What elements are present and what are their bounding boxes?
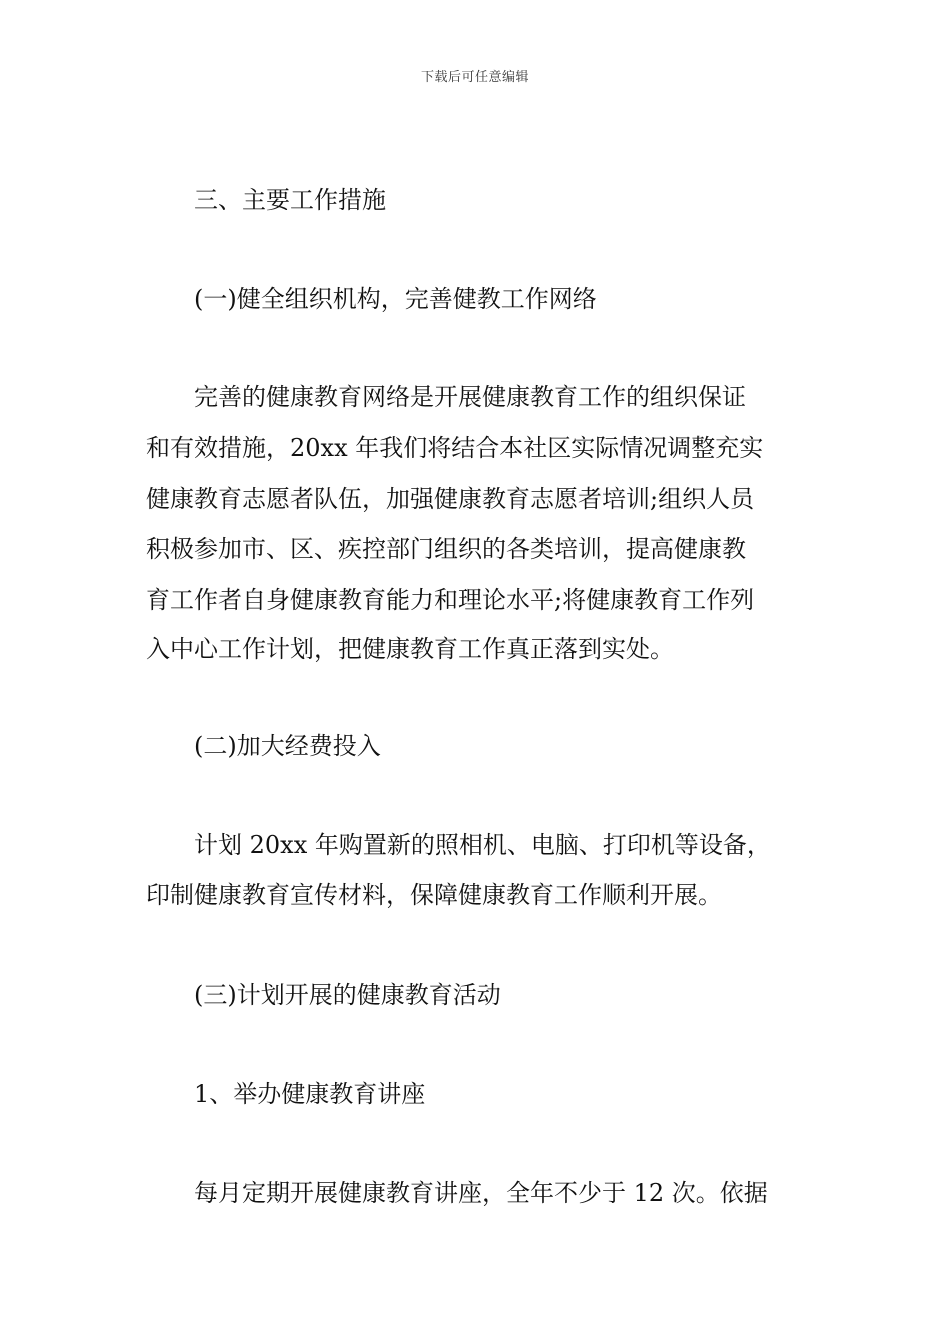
- item-title-1: 1、举办健康教育讲座: [194, 1080, 426, 1108]
- subsection-title-1: (一)健全组织机构，完善健教工作网络: [194, 285, 597, 313]
- paragraph-3-line: 每月定期开展健康教育讲座，全年不少于 12 次。依据: [194, 1179, 768, 1207]
- paragraph-1-line: 入中心工作计划，把健康教育工作真正落到实处。: [146, 635, 674, 663]
- paragraph-1-line: 和有效措施，20xx 年我们将结合本社区实际情况调整充实: [146, 434, 764, 462]
- subsection-title-3: (三)计划开展的健康教育活动: [194, 981, 501, 1009]
- paragraph-1-line: 健康教育志愿者队伍，加强健康教育志愿者培训;组织人员: [146, 485, 755, 513]
- subsection-title-2: (二)加大经费投入: [194, 732, 381, 760]
- paragraph-1-line: 积极参加市、区、疾控部门组织的各类培训，提高健康教: [146, 535, 746, 563]
- page-header: 下载后可任意编辑: [420, 70, 529, 85]
- paragraph-2-line: 印制健康教育宣传材料，保障健康教育工作顺利开展。: [146, 881, 722, 909]
- paragraph-1-line: 育工作者自身健康教育能力和理论水平;将健康教育工作列: [146, 586, 755, 614]
- paragraph-1-line: 完善的健康教育网络是开展健康教育工作的组织保证: [194, 383, 746, 411]
- section-title: 三、主要工作措施: [194, 186, 386, 214]
- paragraph-2-line: 计划 20xx 年购置新的照相机、电脑、打印机等设备，: [194, 831, 771, 859]
